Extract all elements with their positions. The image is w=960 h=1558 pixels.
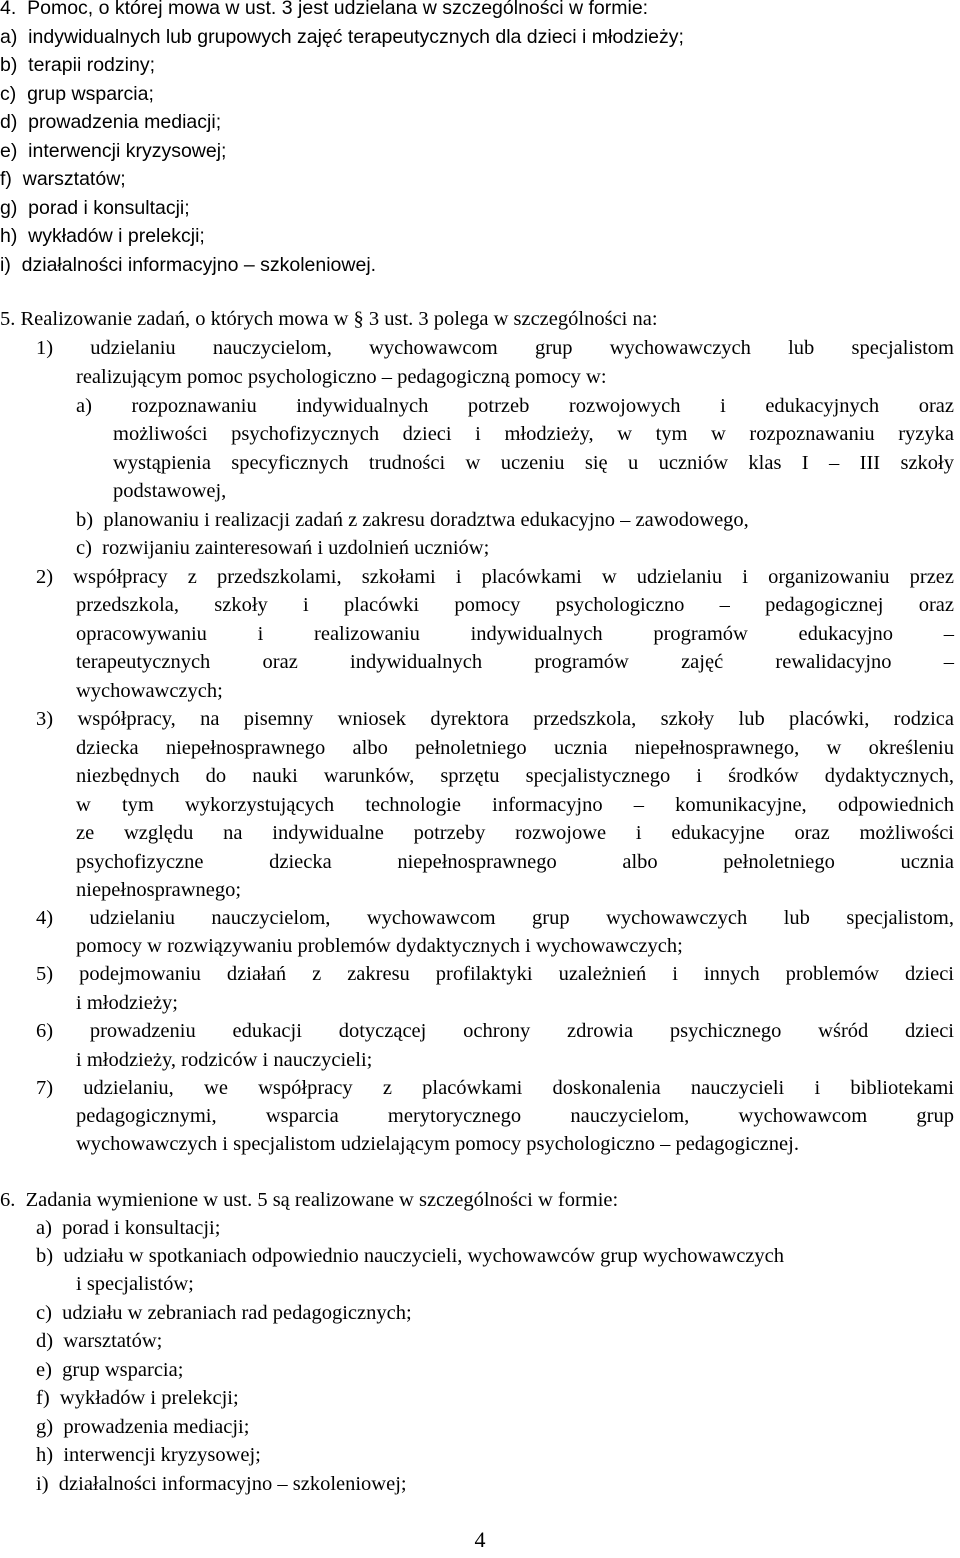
section5-p2-line1: 2) współpracy z przedszkolami, szkołami i placówkami w udzielaniu i organizowaniu przez	[36, 566, 954, 588]
section5-p7-line1: 7) udzielaniu, we współpracy z placówkami doskonalenia nauczycieli i bibliotekami	[36, 1077, 954, 1099]
section5-p6-line2: i młodzieży, rodziców i nauczycieli;	[76, 1049, 373, 1071]
section5-p4-line2: pomocy w rozwiązywaniu problemów dydaktycznych i wychowawczych;	[76, 935, 683, 957]
section4-item-i: i) działalności informacyjno – szkoleniowej.	[0, 254, 377, 276]
section5-p1-line1: 1) udzielaniu nauczycielom, wychowawcom grup wychowawczych lub specjalistom	[36, 337, 954, 359]
section6-heading: 6. Zadania wymienione w ust. 5 są realizowane w szczególności w formie:	[0, 1189, 619, 1211]
section4-item-c: c) grup wsparcia;	[0, 83, 154, 105]
section6-item-c: c) udziału w zebraniach rad pedagogicznych;	[36, 1302, 412, 1324]
section5-p4-line1: 4) udzielaniu nauczycielom, wychowawcom grup wychowawczych lub specjalistom,	[36, 907, 954, 929]
section4-item-d: d) prowadzenia mediacji;	[0, 111, 222, 133]
section5-p3-line5: ze względu na indywidualne potrzeby rozwojowe i edukacyjne oraz możliwości	[76, 822, 954, 844]
section5-heading: 5. Realizowanie zadań, o których mowa w § 3 ust. 3 polega w szczególności na:	[0, 308, 658, 330]
section4-item-f: f) warsztatów;	[0, 168, 126, 190]
section5-p3-line7: niepełnosprawnego;	[76, 879, 242, 901]
section5-p3-line2: dziecka niepełnosprawnego albo pełnoletniego ucznia niepełnosprawnego, w określeniu	[76, 737, 954, 759]
section6-item-b-cont: i specjalistów;	[76, 1273, 194, 1295]
section6-item-h: h) interwencji kryzysowej;	[36, 1444, 261, 1466]
section5-p5-line1: 5) podejmowaniu działań z zakresu profilaktyki uzależnień i innych problemów dzieci	[36, 963, 954, 985]
section5-p1-a-line4: podstawowej,	[113, 480, 227, 502]
section4-item-h: h) wykładów i prelekcji;	[0, 225, 205, 247]
section5-p1-a-line1: a) rozpoznawaniu indywidualnych potrzeb rozwojowych i edukacyjnych oraz	[76, 395, 954, 417]
section5-p2-line5: wychowawczych;	[76, 680, 223, 702]
section5-p3-line1: 3) współpracy, na pisemny wniosek dyrektora przedszkola, szkoły lub placówki, rodzica	[36, 708, 954, 730]
section5-p1-a-line2: możliwości psychofizycznych dzieci i młodzieży, w tym w rozpoznawaniu ryzyka	[113, 423, 954, 445]
section6-item-f: f) wykładów i prelekcji;	[36, 1387, 239, 1409]
section6-item-b: b) udziału w spotkaniach odpowiednio nauczycieli, wychowawców grup wychowawczych	[36, 1245, 785, 1267]
section5-p2-line2: przedszkola, szkoły i placówki pomocy psychologiczno – pedagogicznej oraz	[76, 594, 954, 616]
section5-p1-c: c) rozwijaniu zainteresowań i uzdolnień uczniów;	[76, 537, 490, 559]
section6-item-a: a) porad i konsultacji;	[36, 1217, 221, 1239]
section6-item-i: i) działalności informacyjno – szkoleniowej;	[36, 1473, 407, 1495]
section5-p6-line1: 6) prowadzeniu edukacji dotyczącej ochrony zdrowia psychicznego wśród dzieci	[36, 1020, 954, 1042]
section5-p3-line6: psychofizyczne dziecka niepełnosprawnego albo pełnoletniego ucznia	[76, 851, 954, 873]
section4-item-g: g) porad i konsultacji;	[0, 197, 190, 219]
section4-heading: 4. Pomoc, o której mowa w ust. 3 jest udzielana w szczególności w formie:	[0, 0, 649, 19]
section5-p1-b: b) planowaniu i realizacji zadań z zakresu doradztwa edukacyjno – zawodowego,	[76, 509, 749, 531]
section4-item-b: b) terapii rodziny;	[0, 54, 155, 76]
page-number: 4	[474, 1527, 486, 1552]
section5-p7-line3: wychowawczych i specjalistom udzielającym pomocy psychologiczno – pedagogicznej.	[76, 1133, 799, 1155]
section6-item-e: e) grup wsparcia;	[36, 1359, 184, 1381]
section5-p5-line2: i młodzieży;	[76, 992, 178, 1014]
section4-item-a: a) indywidualnych lub grupowych zajęć terapeutycznych dla dzieci i młodzieży;	[0, 26, 684, 48]
section6-item-g: g) prowadzenia mediacji;	[36, 1416, 250, 1438]
section4-item-e: e) interwencji kryzysowej;	[0, 140, 227, 162]
section5-p1-a-line3: wystąpienia specyficznych trudności w uczeniu się u uczniów klas I – III szkoły	[113, 452, 954, 474]
section5-p2-line3: opracowywaniu i realizowaniu indywidualnych programów edukacyjno –	[76, 623, 954, 645]
section5-p1-line2: realizującym pomoc psychologiczno – pedagogiczną pomocy w:	[76, 366, 607, 388]
section5-p7-line2: pedagogicznymi, wsparcia merytorycznego nauczycielom, wychowawcom grup	[76, 1105, 954, 1127]
section6-item-d: d) warsztatów;	[36, 1330, 163, 1352]
section5-p3-line3: niezbędnych do nauki warunków, sprzętu specjalistycznego i środków dydaktycznych,	[76, 765, 954, 787]
section5-p3-line4: w tym wykorzystujących technologie informacyjno – komunikacyjne, odpowiednich	[76, 794, 954, 816]
section5-p2-line4: terapeutycznych oraz indywidualnych programów zajęć rewalidacyjno –	[76, 651, 954, 673]
